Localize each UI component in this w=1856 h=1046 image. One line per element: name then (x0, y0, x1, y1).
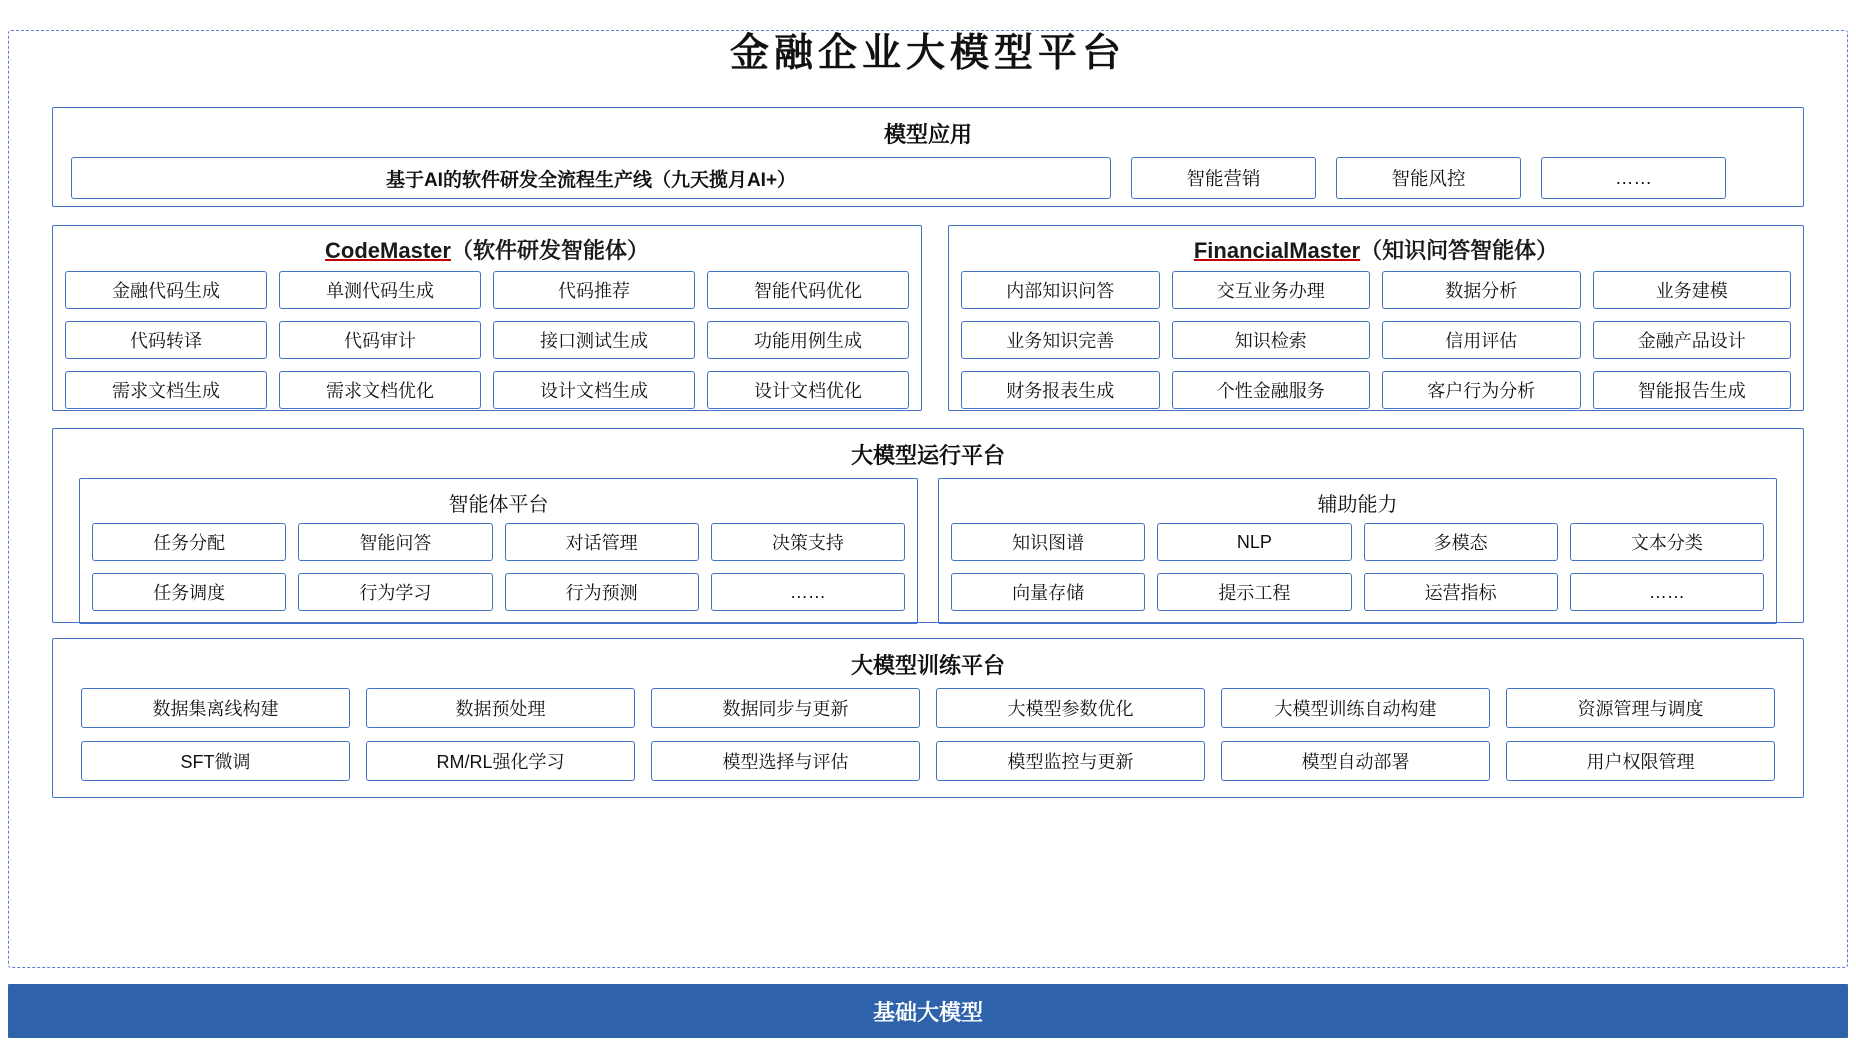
codemaster-title-en: CodeMaster (325, 238, 451, 263)
agent-platform-panel (79, 478, 918, 624)
codemaster-item-11[interactable]: 设计文档优化 (707, 371, 909, 409)
codemaster-item-5[interactable]: 代码审计 (279, 321, 481, 359)
model-application-panel (52, 107, 1804, 207)
financialmaster-item-4[interactable]: 业务知识完善 (961, 321, 1160, 359)
agent-platform-item-2[interactable]: 对话管理 (505, 523, 699, 561)
page-title: 金融企业大模型平台 (729, 32, 1126, 75)
model-application-items (53, 157, 1803, 199)
financialmaster-item-9[interactable]: 个性金融服务 (1172, 371, 1371, 409)
financialmaster-title-en: FinancialMaster (1193, 238, 1361, 263)
codemaster-item-8[interactable]: 需求文档生成 (65, 371, 267, 409)
train-platform-item-11[interactable]: 用户权限管理 (1506, 741, 1775, 781)
financialmaster-item-1[interactable]: 交互业务办理 (1172, 271, 1371, 309)
agent-platform-item-3[interactable]: 决策支持 (711, 523, 905, 561)
agent-platform-title: 智能体平台 (448, 494, 549, 516)
train-platform-item-6[interactable]: SFT微调 (81, 741, 350, 781)
codemaster-item-4[interactable]: 代码转译 (65, 321, 267, 359)
support-capability-item-4[interactable]: 向量存储 (951, 573, 1145, 611)
financialmaster-item-8[interactable]: 财务报表生成 (961, 371, 1160, 409)
financialmaster-item-6[interactable]: 信用评估 (1382, 321, 1581, 359)
financialmaster-item-0[interactable]: 内部知识问答 (961, 271, 1160, 309)
agent-platform-item-4[interactable]: 任务调度 (92, 573, 286, 611)
codemaster-item-6[interactable]: 接口测试生成 (493, 321, 695, 359)
train-platform-items (53, 688, 1803, 781)
train-platform-item-9[interactable]: 模型监控与更新 (936, 741, 1205, 781)
financialmaster-item-10[interactable]: 客户行为分析 (1382, 371, 1581, 409)
support-capability-item-5[interactable]: 提示工程 (1157, 573, 1351, 611)
train-platform-item-2[interactable]: 数据同步与更新 (651, 688, 920, 728)
support-capability-item-7[interactable]: …… (1570, 573, 1764, 611)
train-platform-item-4[interactable]: 大模型训练自动构建 (1221, 688, 1490, 728)
financialmaster-title (949, 226, 1803, 271)
application-item-more[interactable]: …… (1541, 157, 1726, 199)
agent-platform-items (80, 523, 917, 611)
financialmaster-item-11[interactable]: 智能报告生成 (1593, 371, 1792, 409)
codemaster-panel (52, 225, 922, 411)
codemaster-item-0[interactable]: 金融代码生成 (65, 271, 267, 309)
support-capability-item-0[interactable]: 知识图谱 (951, 523, 1145, 561)
agent-platform-item-7[interactable]: …… (711, 573, 905, 611)
codemaster-item-7[interactable]: 功能用例生成 (707, 321, 909, 359)
train-platform-item-8[interactable]: 模型选择与评估 (651, 741, 920, 781)
codemaster-item-9[interactable]: 需求文档优化 (279, 371, 481, 409)
train-platform-item-0[interactable]: 数据集离线构建 (81, 688, 350, 728)
model-application-title: 模型应用 (883, 122, 972, 147)
support-capability-items (939, 523, 1776, 611)
train-platform-item-5[interactable]: 资源管理与调度 (1506, 688, 1775, 728)
codemaster-item-2[interactable]: 代码推荐 (493, 271, 695, 309)
financialmaster-item-5[interactable]: 知识检索 (1172, 321, 1371, 359)
financialmaster-item-2[interactable]: 数据分析 (1382, 271, 1581, 309)
support-capability-item-1[interactable]: NLP (1157, 523, 1351, 561)
base-model-label: 基础大模型 (872, 999, 983, 1025)
financialmaster-items (949, 271, 1803, 409)
support-capability-title: 辅助能力 (1317, 494, 1398, 516)
run-platform-subpanels (53, 478, 1803, 624)
support-capability-panel (938, 478, 1777, 624)
codemaster-items (53, 271, 921, 409)
financialmaster-item-7[interactable]: 金融产品设计 (1593, 321, 1792, 359)
train-platform-item-1[interactable]: 数据预处理 (366, 688, 635, 728)
agent-platform-item-6[interactable]: 行为预测 (505, 573, 699, 611)
train-platform-item-3[interactable]: 大模型参数优化 (936, 688, 1205, 728)
financialmaster-title-cn: （知识问答智能体） (1360, 238, 1559, 263)
run-platform-title: 大模型运行平台 (850, 443, 1005, 468)
agent-platform-item-0[interactable]: 任务分配 (92, 523, 286, 561)
codemaster-title-cn: （软件研发智能体） (450, 238, 649, 263)
run-platform-panel (52, 428, 1804, 623)
codemaster-title (53, 226, 921, 271)
train-platform-item-10[interactable]: 模型自动部署 (1221, 741, 1490, 781)
agent-platform-item-5[interactable]: 行为学习 (298, 573, 492, 611)
agent-platform-item-1[interactable]: 智能问答 (298, 523, 492, 561)
diagram-canvas (0, 22, 1856, 1046)
train-platform-panel (52, 638, 1804, 798)
train-platform-title: 大模型训练平台 (850, 653, 1005, 678)
financialmaster-item-3[interactable]: 业务建模 (1593, 271, 1792, 309)
application-item-smart-marketing[interactable]: 智能营销 (1131, 157, 1316, 199)
support-capability-item-2[interactable]: 多模态 (1364, 523, 1558, 561)
codemaster-item-10[interactable]: 设计文档生成 (493, 371, 695, 409)
support-capability-item-3[interactable]: 文本分类 (1570, 523, 1764, 561)
base-model-bar (8, 984, 1848, 1038)
financialmaster-panel (948, 225, 1804, 411)
application-item-smart-risk-control[interactable]: 智能风控 (1336, 157, 1521, 199)
codemaster-item-3[interactable]: 智能代码优化 (707, 271, 909, 309)
train-platform-item-7[interactable]: RM/RL强化学习 (366, 741, 635, 781)
codemaster-item-1[interactable]: 单测代码生成 (279, 271, 481, 309)
support-capability-item-6[interactable]: 运营指标 (1364, 573, 1558, 611)
application-item-ai-pipeline[interactable]: 基于AI的软件研发全流程生产线（九天揽月AI+） (71, 157, 1111, 199)
